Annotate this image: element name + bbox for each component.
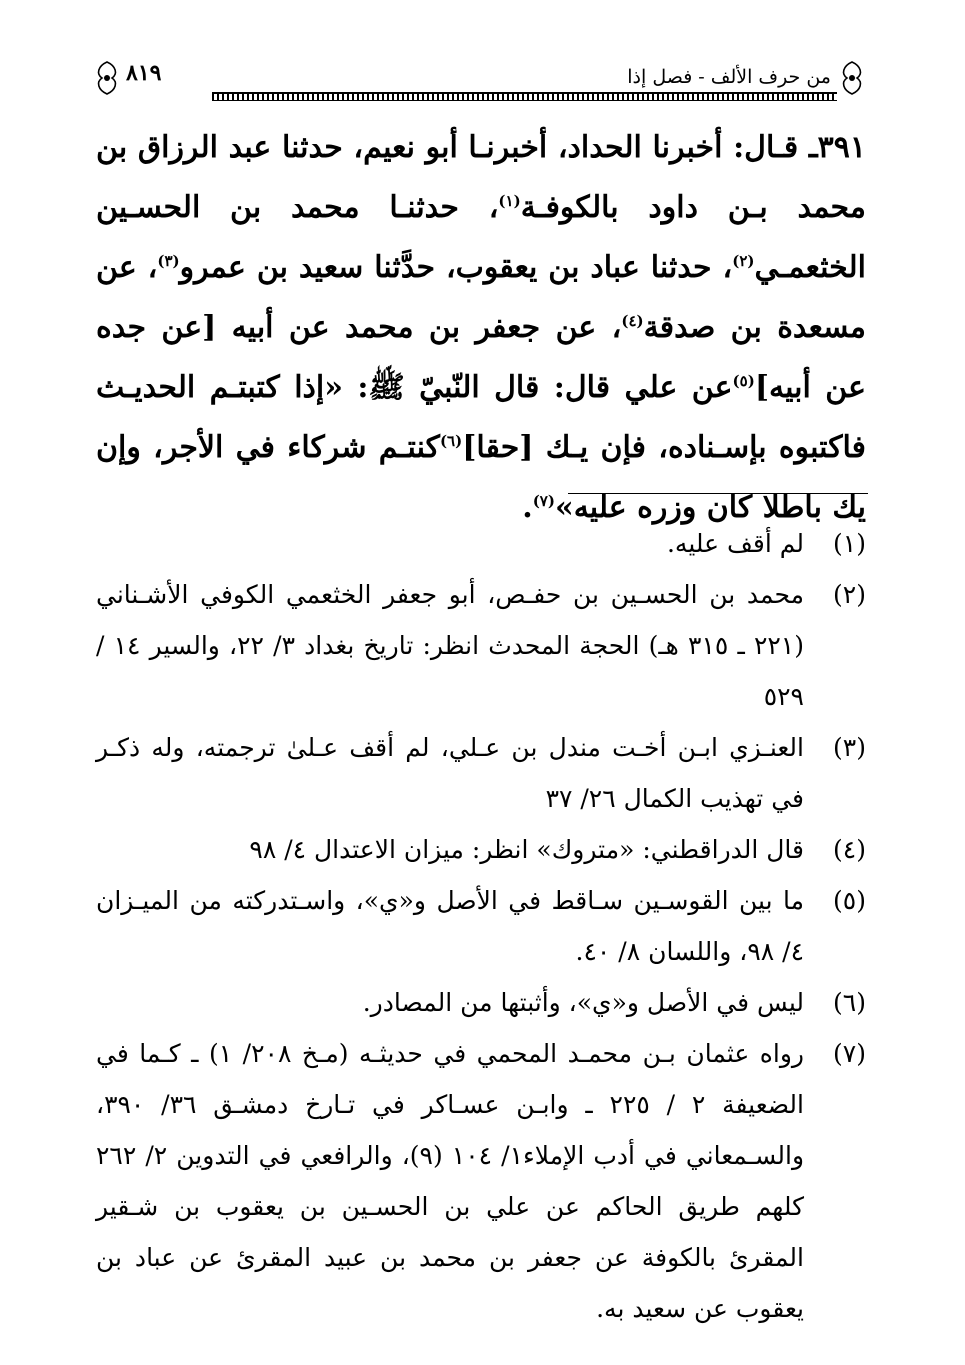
header-rule (212, 92, 837, 101)
page-header (92, 52, 867, 98)
footnote-number: (٦) (833, 988, 866, 1017)
footnote-item (96, 518, 866, 569)
footnote-ref[interactable]: (١) (498, 192, 521, 210)
hadith-text: عن علي قال: قال النّبيّ ﷺ: «إذا كتبتـم الحديـث فاكتبوه بإسـناده، فإن يـك [حقا] (96, 370, 867, 465)
hadith-number: ٣٩١ (817, 130, 866, 165)
footnote-ref[interactable]: (٢) (732, 252, 755, 270)
footnote-item (96, 977, 866, 1028)
hadith-text: ـ قـال: أخبرنا الحداد، أخبرنـا أبو نعيم، حدثنا عبد الرزاق بن محمد بـن داود بالكوفـة (96, 130, 866, 225)
footnote-text: ما بين القوسـين سـاقط في الأصل و«ي»، واسـتدركته من الميـزان ٤/ ٩٨، واللسان ٨/ ٤٠. (96, 886, 804, 966)
footnote-text: رواه عثمان بـن محمـد المحمي في حديثـه (مـخ ٢٠٨/ ١) ـ كـما في الضعيفة ٢ / ٢٢٥ ـ وابـن عسـاكر في تـارخ دمشـق ٣٦/ ٣٩٠، والسـمعاني في أدب الإملاء١/ ١٠٤ (٩)، والرافعي في التدوين ٢/ ٢٦٢ كلهم طريق الحاكم عن علي بن الحسـين بن يعقوب بن شـقير المقرئ بالكوفة عن جعفر بن محمد بن عبيد المقرئ عن عباد بن يعقوب عن سعيد به. (96, 1039, 805, 1323)
footnote-number: (٥) (833, 886, 866, 915)
hadith-text: كنتـم شركاء في الأجر، وإن يك باطلا كان وزره عليه» (96, 430, 866, 525)
footnote-ref[interactable]: (٣) (157, 252, 180, 270)
footnote-number: (٧) (833, 1039, 866, 1068)
footnote-number: (٢) (833, 580, 866, 609)
footnote-ref[interactable]: (٥) (732, 372, 755, 390)
footnotes (96, 518, 866, 1334)
footnote-item (96, 1028, 866, 1334)
hadith-text: ، عن جعفر بن محمد عن أبيه [عن جده عن أبيه] (96, 310, 866, 405)
footnote-item (96, 569, 866, 722)
footnote-ref[interactable]: (٤) (621, 312, 644, 330)
footnote-text: العنـزي ابـن أخـت مندل بن عـلي، لم أقف عـلىٰ ترجمته، وله ذكـر في تهذيب الكمال ٢٦/ ٣٧ (96, 733, 804, 813)
footnote-separator (568, 493, 868, 494)
footnote-ref[interactable]: (٦) (439, 432, 463, 450)
ornament-left-icon (92, 60, 122, 96)
footnote-number: (٤) (833, 835, 866, 864)
main-text (96, 118, 866, 538)
footnote-item (96, 875, 866, 977)
ornament-right-icon (837, 60, 867, 96)
footnote-text: محمد بن الحسـين بن حفـص، أبو جعفر الخثعمي الكوفي الأشـناني (٢٢١ ـ ٣١٥ هـ) الحجة المحدث انظر: تاريخ بغداد ٣/ ٢٢، والسير ١٤ / ٥٢٩ (96, 580, 805, 711)
footnote-number: (٣) (833, 733, 866, 762)
footnote-item (96, 722, 866, 824)
page-number: ٨١٩ (126, 60, 162, 86)
hadith-text: ، حدثنـا محمد بن الحسـين الخثعمـي (96, 190, 866, 285)
footnote-text: ليس في الأصل و«ي»، وأثبتها من المصادر. (362, 988, 804, 1017)
hadith-text: ، حدثنا عباد بن يعقوب، حدَّثنا سعيد بن عمرو (179, 250, 733, 285)
hadith-text: . (522, 490, 533, 525)
footnote-item (96, 824, 866, 875)
footnote-ref[interactable]: (٧) (532, 492, 555, 510)
footnote-number: (١) (833, 529, 866, 558)
hadith-text: ، عن مسعدة بن صدقة (96, 250, 866, 345)
hadith-paragraph (96, 118, 866, 538)
footnote-text: قال الدراقطني: «متروك» انظر: ميزان الاعتدال ٤/ ٩٨ (249, 835, 804, 864)
footnote-text: لم أقف عليه. (666, 529, 804, 558)
running-title: من حرف الألف - فصل إذا (627, 66, 831, 88)
